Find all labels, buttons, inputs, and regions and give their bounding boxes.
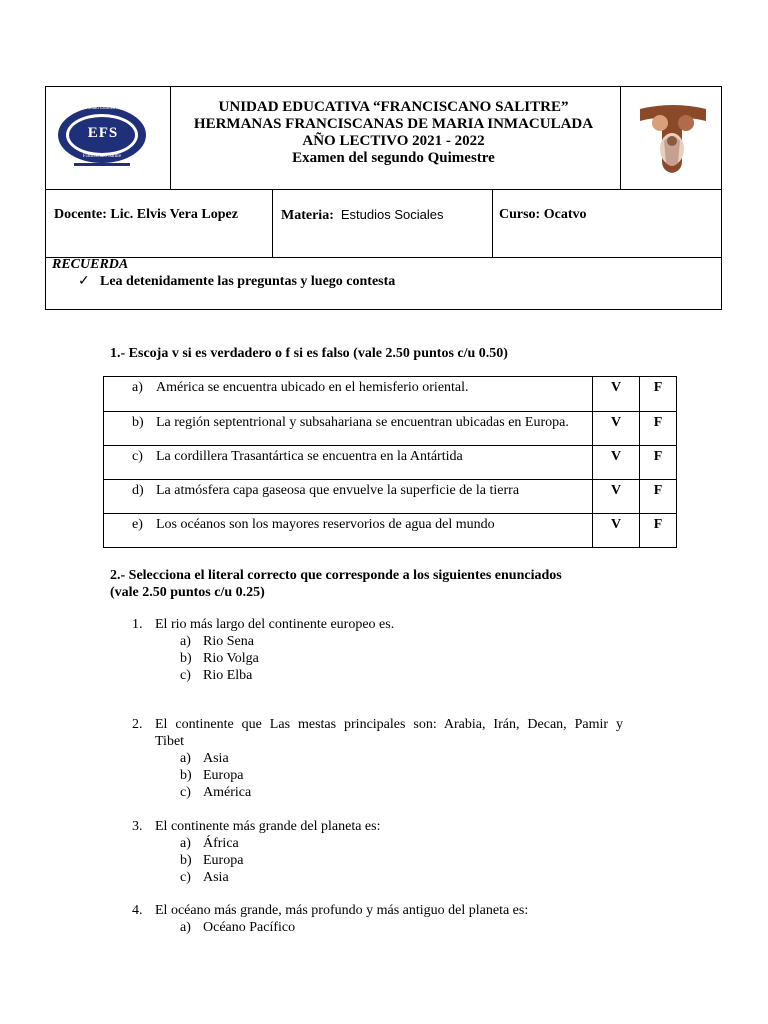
true-option[interactable]: V: [593, 514, 640, 548]
tf-row: [104, 377, 677, 412]
tf-text: América se encuentra ubicado en el hemisferio oriental.: [156, 380, 469, 395]
school-logo: [56, 105, 148, 169]
tf-statement: [104, 377, 593, 412]
option-text[interactable]: Océano Pacífico: [203, 920, 296, 935]
header-table: [45, 86, 722, 310]
logo-ring-bottom: Franciscano Salitre: [82, 154, 122, 159]
question-text: El océano más grande, más profundo y más antiguo del planeta es:: [155, 903, 529, 918]
option-text[interactable]: Asia: [203, 870, 229, 885]
info-row: [46, 189, 721, 258]
tf-letter: d): [132, 483, 144, 498]
tf-row: [104, 446, 677, 480]
tau-cross-emblem: [638, 101, 708, 177]
option-text[interactable]: Rio Volga: [203, 651, 259, 666]
divider: [620, 87, 621, 189]
tf-row: [104, 480, 677, 514]
false-option[interactable]: F: [640, 412, 677, 446]
option-letter: a): [180, 751, 191, 766]
tf-statement: [104, 480, 593, 514]
check-icon: ✓: [78, 274, 90, 289]
tf-text: La cordillera Trasantártica se encuentra en la Antártida: [156, 449, 463, 464]
reminder-text: Lea detenidamente las preguntas y luego contesta: [100, 274, 396, 289]
option-letter: b): [180, 853, 192, 868]
header-title: [171, 99, 616, 167]
false-option[interactable]: F: [640, 480, 677, 514]
true-option[interactable]: V: [593, 412, 640, 446]
question-number: 4.: [132, 903, 143, 918]
option-text[interactable]: Europa: [203, 768, 244, 783]
tf-letter: a): [132, 380, 143, 395]
false-option[interactable]: F: [640, 514, 677, 548]
option-text[interactable]: Europa: [203, 853, 244, 868]
tf-statement: [104, 446, 593, 480]
option-letter: a): [180, 836, 191, 851]
question-number: 1.: [132, 617, 143, 632]
section2-title: [110, 567, 562, 601]
false-option[interactable]: F: [640, 377, 677, 412]
logo-ring-top: Unidad Educativa: [84, 106, 120, 111]
question-text: Tibet: [155, 734, 185, 749]
logo-text: EFS: [87, 125, 119, 141]
section1-title: 1.- Escoja v si es verdadero o f si es falso (vale 2.50 puntos c/u 0.50): [110, 346, 508, 361]
question-text: El rio más largo del continente europeo es.: [155, 617, 395, 632]
tf-text: Los océanos son los mayores reservorios de agua del mundo: [156, 517, 495, 532]
subject: [281, 207, 443, 224]
question-text: El continente que Las mestas principales son: Arabia, Irán, Decan, Pamir y: [155, 717, 623, 732]
tf-letter: e): [132, 517, 143, 532]
question-text: El continente más grande del planeta es:: [155, 819, 381, 834]
question-number: 3.: [132, 819, 143, 834]
subject-value: Estudios Sociales: [340, 207, 444, 222]
course: [499, 207, 587, 223]
true-false-table: [103, 376, 677, 548]
option-text[interactable]: África: [203, 836, 239, 851]
subject-label: Materia:: [281, 208, 334, 223]
congregation-name: HERMANAS FRANCISCANAS DE MARIA INMACULADA: [193, 116, 594, 132]
false-option[interactable]: F: [640, 446, 677, 480]
option-text[interactable]: Rio Elba: [203, 668, 253, 683]
option-letter: c): [180, 785, 191, 800]
teacher: Docente: Lic. Elvis Vera Lopez: [54, 207, 238, 222]
exam-title: Examen del segundo Quimestre: [292, 150, 495, 166]
true-option[interactable]: V: [593, 377, 640, 412]
tf-letter: c): [132, 449, 143, 464]
reminder-title: RECUERDA: [52, 257, 129, 272]
divider: [272, 189, 273, 257]
school-year: AÑO LECTIVO 2021 - 2022: [302, 133, 485, 149]
question-number: 2.: [132, 717, 143, 732]
course-value: Ocatvo: [543, 207, 587, 222]
option-text[interactable]: América: [203, 785, 252, 800]
option-letter: b): [180, 768, 192, 783]
tf-letter: b): [132, 415, 144, 430]
tf-statement: [104, 514, 593, 548]
true-option[interactable]: V: [593, 446, 640, 480]
school-name: UNIDAD EDUCATIVA “FRANCISCANO SALITRE”: [218, 99, 569, 115]
tf-text: La región septentrional y subsahariana se encuentran ubicadas en Europa.: [156, 415, 569, 430]
option-letter: c): [180, 668, 191, 683]
tf-text: La atmósfera capa gaseosa que envuelve la superficie de la tierra: [156, 483, 520, 498]
tf-statement: [104, 412, 593, 446]
reminder-row: [46, 257, 721, 309]
section2-title-line2: (vale 2.50 puntos c/u 0.25): [110, 585, 265, 600]
tf-row: [104, 412, 677, 446]
tf-row: [104, 514, 677, 548]
option-letter: c): [180, 870, 191, 885]
header-row: [46, 87, 721, 190]
option-letter: a): [180, 920, 191, 935]
option-letter: a): [180, 634, 191, 649]
divider: [492, 189, 493, 257]
option-text[interactable]: Asia: [203, 751, 229, 766]
true-option[interactable]: V: [593, 480, 640, 514]
option-text[interactable]: Rio Sena: [203, 634, 254, 649]
course-label: Curso:: [499, 207, 541, 222]
section2-title-line1: 2.- Selecciona el literal correcto que corresponde a los siguientes enunciados: [110, 568, 562, 583]
option-letter: b): [180, 651, 192, 666]
